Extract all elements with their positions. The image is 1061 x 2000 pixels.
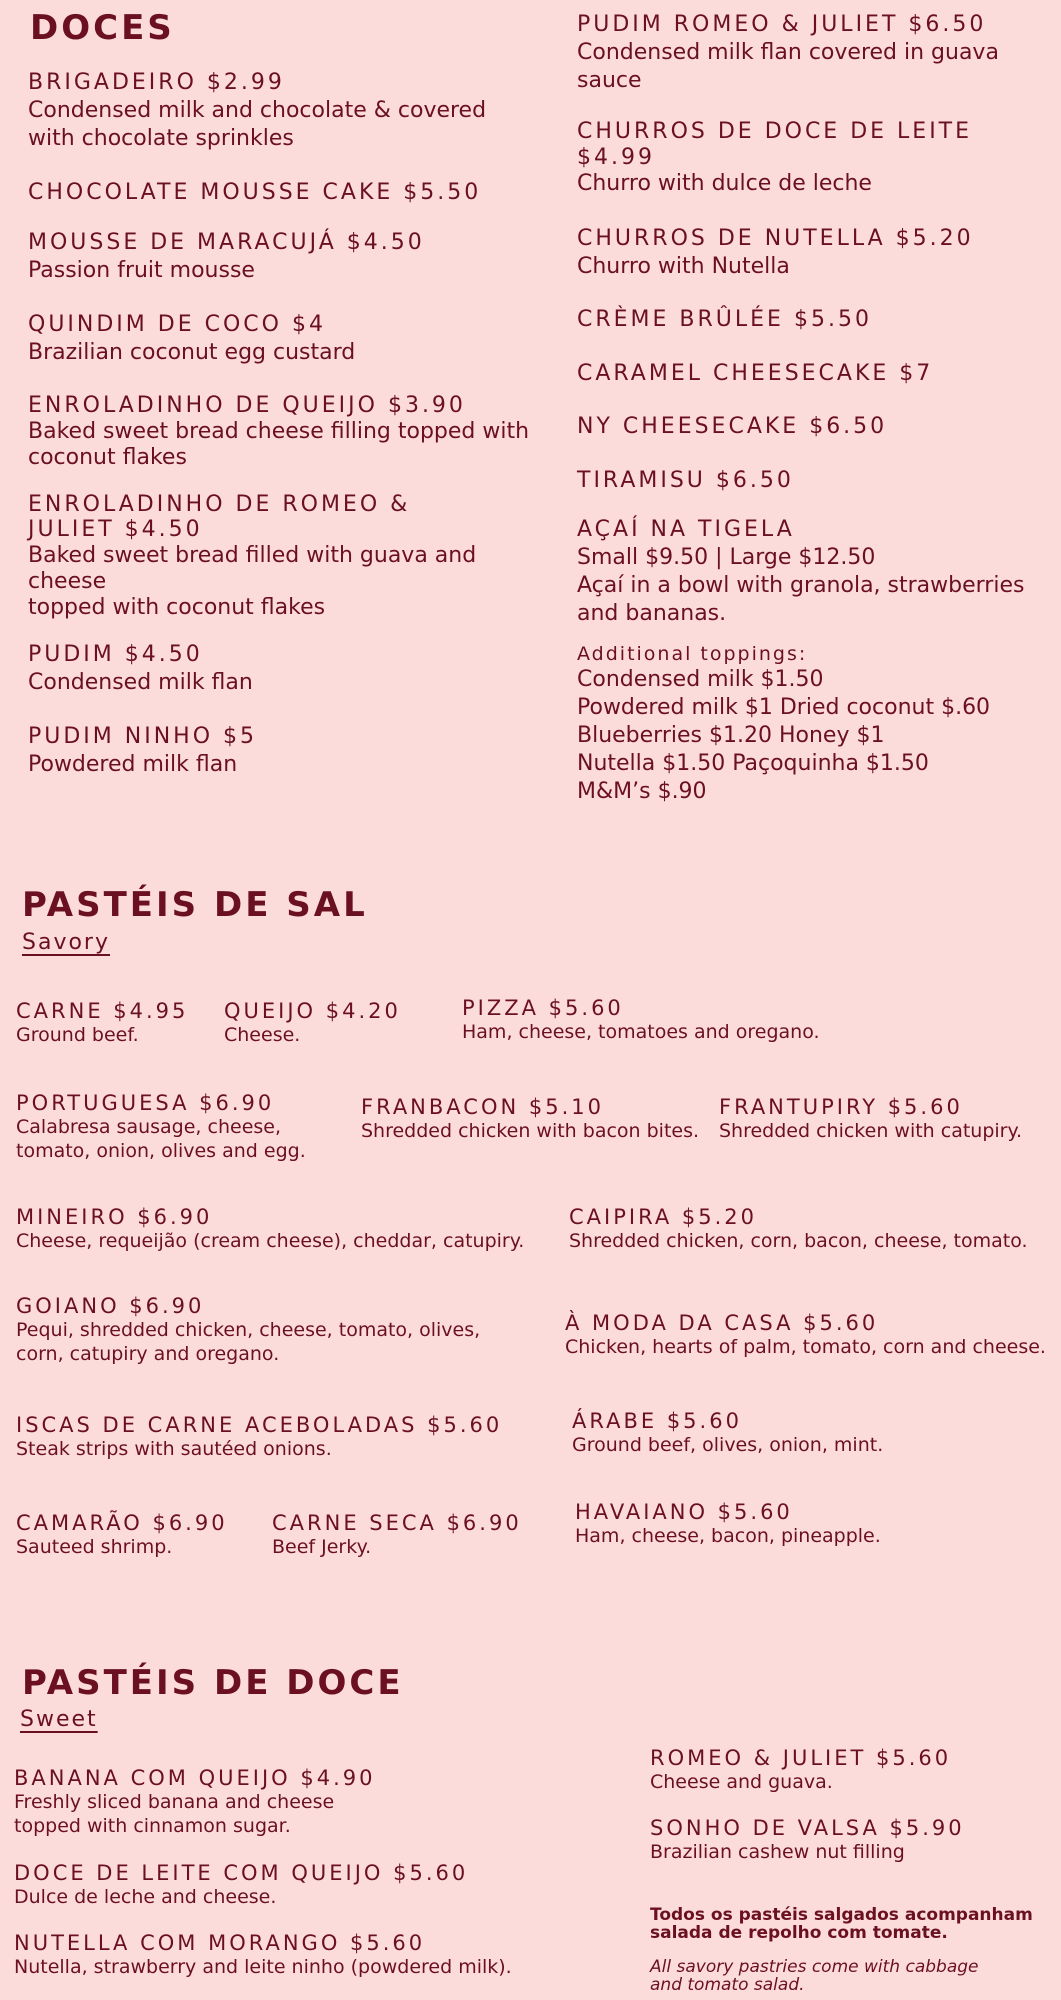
sal-item <box>462 996 820 1044</box>
item-title: PUDIM ROMEO & JULIET $6.50 <box>577 12 987 37</box>
doces-left-item <box>28 393 529 471</box>
sal-item <box>16 999 188 1047</box>
item-desc: Steak strips with sautéed onions. <box>16 1438 332 1460</box>
item-title: CRÈME BRÛLÉE $5.50 <box>577 307 872 332</box>
item-title: CHURROS DE DOCE DE LEITE <box>577 119 973 144</box>
note-en <box>650 1958 979 1994</box>
doce-item <box>14 1931 512 1979</box>
doces-title: DOCES <box>30 8 175 48</box>
item-desc: Freshly sliced banana and cheese <box>14 1791 335 1813</box>
note-en-line: and tomato salad. <box>650 1975 805 1995</box>
sal-item <box>16 1091 306 1163</box>
item-title: PUDIM NINHO $5 <box>28 724 258 749</box>
item-desc: Açaí in a bowl with granola, strawberries <box>577 573 1025 598</box>
item-title: CHURROS DE NUTELLA $5.20 <box>577 226 974 251</box>
item-title: DOCE DE LEITE COM QUEIJO $5.60 <box>14 1861 469 1885</box>
item-title: ENROLADINHO DE QUEIJO $3.90 <box>28 393 466 418</box>
item-title: PORTUGUESA $6.90 <box>16 1091 275 1115</box>
topping-line: M&M’s $.90 <box>577 779 707 804</box>
topping-line: Blueberries $1.20 Honey $1 <box>577 723 885 748</box>
doces-right-item <box>577 517 1024 627</box>
toppings-title: Additional toppings: <box>577 643 808 665</box>
topping-line: Powdered milk $1 Dried coconut $.60 <box>577 695 991 720</box>
item-title: NY CHEESECAKE $6.50 <box>577 414 888 439</box>
item-title: CARAMEL CHEESECAKE $7 <box>577 361 934 386</box>
note-pt <box>650 1906 1033 1942</box>
item-desc: Nutella, strawberry and leite ninho (powdered milk). <box>14 1956 512 1978</box>
item-desc: Churro with dulce de leche <box>577 171 872 196</box>
item-desc: Baked sweet bread filled with guava and <box>28 543 477 568</box>
item-desc: Ground beef. <box>16 1024 139 1046</box>
sal-item <box>16 1205 524 1253</box>
item-title: ROMEO & JULIET $5.60 <box>650 1746 952 1770</box>
item-title: ISCAS DE CARNE ACEBOLADAS $5.60 <box>16 1413 503 1437</box>
doces-right-item <box>577 226 974 280</box>
sal-item <box>361 1095 699 1143</box>
sal-item <box>16 1511 228 1559</box>
item-title: FRANBACON $5.10 <box>361 1095 604 1119</box>
item-desc: Passion fruit mousse <box>28 258 255 283</box>
item-title: BANANA COM QUEIJO $4.90 <box>14 1766 376 1790</box>
item-desc: sauce <box>577 68 642 93</box>
item-desc: topped with cinnamon sugar. <box>14 1815 291 1837</box>
item-desc: Ground beef, olives, onion, mint. <box>572 1434 884 1456</box>
topping-line: Condensed milk $1.50 <box>577 667 824 692</box>
item-title: QUEIJO $4.20 <box>224 999 401 1023</box>
doces-left-item <box>28 70 548 152</box>
doce-item <box>650 1746 951 1794</box>
item-title: ÁRABE $5.60 <box>572 1409 742 1433</box>
item-title: CARNE $4.95 <box>16 999 189 1023</box>
sal-item <box>569 1205 1028 1253</box>
item-desc: Condensed milk flan covered in guava <box>577 40 999 65</box>
item-desc: Pequi, shredded chicken, cheese, tomato, olives, <box>16 1319 481 1341</box>
item-desc: Sauteed shrimp. <box>16 1536 173 1558</box>
item-title: MOUSSE DE MARACUJÁ $4.50 <box>28 230 425 255</box>
item-desc: corn, catupiry and oregano. <box>16 1343 280 1365</box>
doces-left-item <box>28 312 355 366</box>
sal-item <box>16 1413 502 1461</box>
note-pt-line: salada de repolho com tomate. <box>650 1923 948 1943</box>
item-title: QUINDIM DE COCO $4 <box>28 312 326 337</box>
item-desc: tomato, onion, olives and egg. <box>16 1140 306 1162</box>
item-title: BRIGADEIRO $2.99 <box>28 70 285 95</box>
item-desc: Shredded chicken with catupiry. <box>719 1120 1023 1142</box>
item-desc: Ham, cheese, tomatoes and oregano. <box>462 1021 820 1043</box>
sal-item <box>575 1500 881 1548</box>
item-title: PUDIM $4.50 <box>28 642 203 667</box>
item-title: ENROLADINHO DE ROMEO & <box>28 492 411 517</box>
doce-item <box>14 1861 468 1909</box>
item-desc: Brazilian cashew nut filling <box>650 1841 905 1863</box>
item-desc: Beef Jerky. <box>272 1536 372 1558</box>
doces-left-item <box>28 230 425 284</box>
doces-left-item <box>28 642 253 696</box>
item-desc: Brazilian coconut egg custard <box>28 340 356 365</box>
doce-subtitle: Sweet <box>20 1707 98 1732</box>
item-desc: Dulce de leche and cheese. <box>14 1886 277 1908</box>
item-title: $4.99 <box>577 145 655 170</box>
item-title: CAMARÃO $6.90 <box>16 1511 228 1535</box>
item-desc: coconut flakes <box>28 445 187 470</box>
doces-left-item <box>28 492 476 621</box>
item-title: FRANTUPIRY $5.60 <box>719 1095 963 1119</box>
sal-item <box>565 1311 1046 1359</box>
item-desc: Calabresa sausage, cheese, <box>16 1116 282 1138</box>
item-desc: Churro with Nutella <box>577 254 790 279</box>
doce-title: PASTÉIS DE DOCE <box>22 1663 404 1703</box>
doce-item <box>14 1766 375 1838</box>
item-desc: Cheese. <box>224 1024 301 1046</box>
doces-left-item <box>28 724 257 778</box>
item-desc: Shredded chicken with bacon bites. <box>361 1120 700 1142</box>
item-desc: Cheese and guava. <box>650 1771 833 1793</box>
sal-subtitle: Savory <box>22 930 110 955</box>
item-desc: with chocolate sprinkles <box>28 126 294 151</box>
item-desc: Chicken, hearts of palm, tomato, corn and cheese. <box>565 1336 1046 1358</box>
doce-item <box>650 1816 965 1864</box>
note-en-line: All savory pastries come with cabbage <box>650 1957 979 1977</box>
item-title: PIZZA $5.60 <box>462 996 624 1020</box>
item-desc: topped with coconut flakes <box>28 595 326 620</box>
toppings <box>577 643 990 805</box>
item-title: TIRAMISU $6.50 <box>577 468 794 493</box>
item-title: CAIPIRA $5.20 <box>569 1205 757 1229</box>
item-title: À MODA DA CASA $5.60 <box>565 1311 879 1335</box>
item-desc: Small $9.50 | Large $12.50 <box>577 545 876 570</box>
topping-line: Nutella $1.50 Paçoquinha $1.50 <box>577 751 929 776</box>
item-desc: Baked sweet bread cheese filling topped with <box>28 419 530 444</box>
item-title: MINEIRO $6.90 <box>16 1205 213 1229</box>
item-title: CARNE SECA $6.90 <box>272 1511 522 1535</box>
item-desc: Shredded chicken, corn, bacon, cheese, tomato. <box>569 1230 1028 1252</box>
sal-title: PASTÉIS DE SAL <box>22 885 368 925</box>
item-desc: Powdered milk flan <box>28 752 238 777</box>
note-pt-line: Todos os pastéis salgados acompanham <box>650 1905 1033 1925</box>
doces-right-item <box>577 12 1047 94</box>
sal-item <box>572 1409 883 1457</box>
item-title: SONHO DE VALSA $5.90 <box>650 1816 965 1840</box>
item-desc: Condensed milk and chocolate & covered <box>28 98 487 123</box>
item-desc: Cheese, requeijão (cream cheese), cheddar, catupiry. <box>16 1230 525 1252</box>
sal-item <box>16 1294 480 1366</box>
sal-item <box>272 1511 522 1559</box>
sal-item <box>224 999 401 1047</box>
item-title: GOIANO $6.90 <box>16 1294 205 1318</box>
item-desc: Condensed milk flan <box>28 670 253 695</box>
item-desc: and bananas. <box>577 601 727 626</box>
sal-item <box>719 1095 1022 1143</box>
item-title: AÇAÍ NA TIGELA <box>577 517 795 542</box>
item-desc: cheese <box>28 569 107 594</box>
item-desc: Ham, cheese, bacon, pineapple. <box>575 1525 881 1547</box>
item-title: HAVAIANO $5.60 <box>575 1500 793 1524</box>
doces-right-item <box>577 119 972 197</box>
item-title: NUTELLA COM MORANGO $5.60 <box>14 1931 426 1955</box>
item-title: JULIET $4.50 <box>28 517 203 542</box>
item-title: CHOCOLATE MOUSSE CAKE $5.50 <box>28 180 482 205</box>
